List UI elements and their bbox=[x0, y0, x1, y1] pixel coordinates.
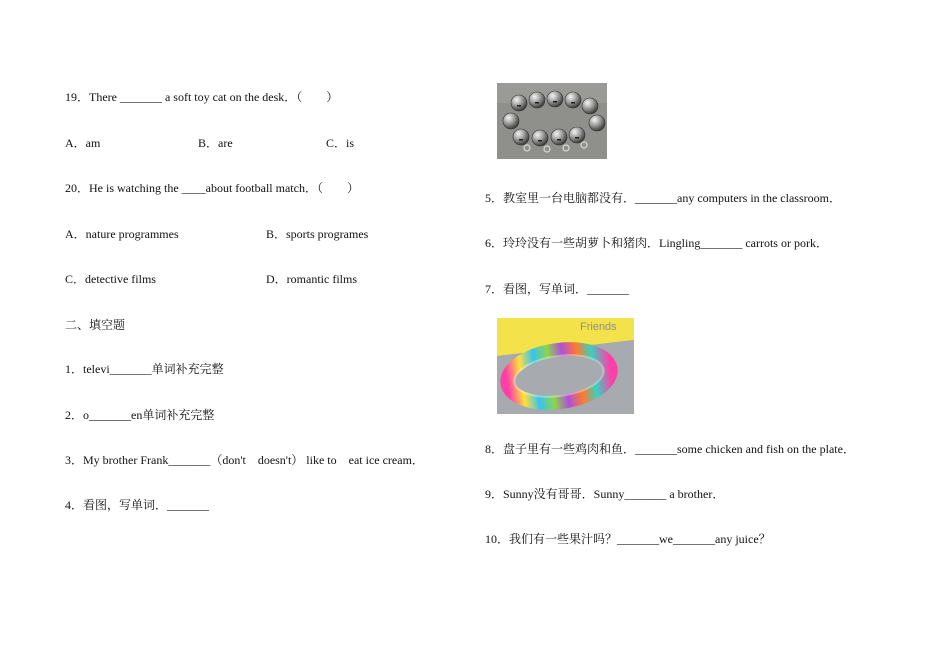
question-19-stem: 19．There _______ a soft toy cat on the desk．（ ） bbox=[65, 90, 339, 104]
friends-bracelet-image bbox=[497, 318, 634, 414]
fill-question-10: 10．我们有一些果汁吗？_______we_______any juice？ bbox=[485, 532, 771, 546]
fill-question-3: 3．My brother Frank_______（don't doesn't） like to eat ice cream． bbox=[65, 453, 424, 467]
fill-question-4: 4．看图，写单词．_______ bbox=[65, 498, 210, 512]
question-20-option-a: A．nature programmes bbox=[65, 227, 179, 241]
fill-question-1: 1．televi_______单词补充完整 bbox=[65, 362, 224, 376]
question-20-option-d: D．romantic films bbox=[266, 272, 357, 286]
fill-question-8: 8．盘子里有一些鸡肉和鱼．_______some chicken and fish on the plate． bbox=[485, 442, 855, 456]
section-heading-fill-in: 二、填空题 bbox=[65, 318, 126, 332]
jingle-bells-image bbox=[497, 83, 607, 159]
question-19-option-b: B．are bbox=[198, 136, 233, 150]
question-19-option-a: A．am bbox=[65, 136, 101, 150]
question-20-option-b: B．sports programes bbox=[266, 227, 369, 241]
fill-question-7: 7．看图，写单词．_______ bbox=[485, 282, 630, 296]
fill-question-9: 9．Sunny没有哥哥．Sunny_______ a brother． bbox=[485, 487, 725, 501]
friends-logo-text: Friends bbox=[580, 321, 617, 333]
fill-question-2: 2．o_______en单词补充完整 bbox=[65, 408, 215, 422]
question-20-option-c: C．detective films bbox=[65, 272, 156, 286]
question-19-option-c: C．is bbox=[326, 136, 355, 150]
fill-question-5: 5．教室里一台电脑都没有．_______any computers in the classroom． bbox=[485, 191, 841, 205]
fill-question-6: 6．玲玲没有一些胡萝卜和猪肉．Lingling_______ carrots or pork． bbox=[485, 236, 828, 250]
question-20-stem: 20．He is watching the ____about football match．（ ） bbox=[65, 181, 359, 195]
